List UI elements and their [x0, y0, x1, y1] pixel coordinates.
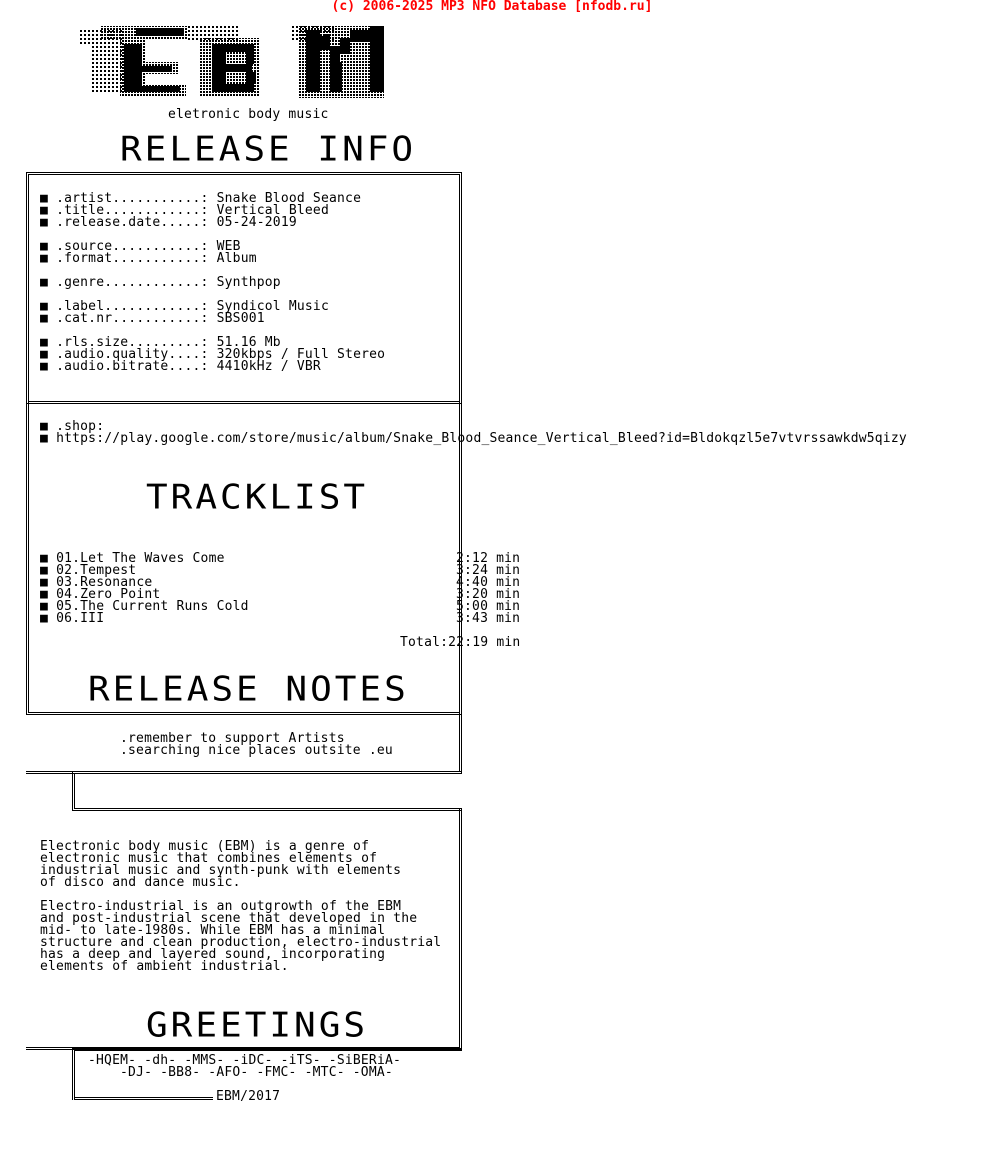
tracklist-heading: TRACKLIST: [146, 478, 369, 517]
description-line: Electro-industrial is an outgrowth of the EBM: [40, 899, 402, 914]
connector-box: [72, 771, 462, 811]
info-value: Synthpop: [216, 275, 281, 290]
description-line: of disco and dance music.: [40, 875, 241, 890]
bullet-icon: ■: [40, 275, 57, 290]
track-time: 4:40 min: [456, 575, 521, 590]
bullet-icon: ■: [40, 551, 57, 566]
info-value: SBS001: [216, 311, 265, 326]
info-value: 320kbps / Full Stereo: [216, 347, 386, 362]
release-info-heading: RELEASE INFO: [120, 130, 417, 169]
bullet-icon: ■: [40, 251, 57, 266]
greetings-line-2: -DJ- -BB8- -AFO- -FMC- -MTC- -OMA-: [120, 1065, 393, 1080]
info-row: [40, 217, 297, 229]
track-time: 3:24 min: [456, 563, 521, 578]
track-name: 04.Zero Point: [56, 587, 161, 602]
description-line: structure and clean production, electro-industrial: [40, 935, 442, 950]
track-name: 03.Resonance: [56, 575, 153, 590]
info-key: .source...........:: [56, 239, 209, 254]
bullet-icon: ■: [40, 239, 57, 254]
info-key: .genre............:: [56, 275, 209, 290]
shop-url-link[interactable]: https://play.google.com/store/music/album/Snake_Blood_Seance_Vertical_Bleed?id=Bldokqzl5e7vtvrssawkdw5qizy: [56, 431, 907, 446]
bullet-icon: ■: [40, 587, 57, 602]
bullet-icon: ■: [40, 299, 57, 314]
bullet-icon: ■: [40, 359, 57, 374]
bullet-icon: ■: [40, 347, 57, 362]
description-line: electronic music that combines elements of: [40, 851, 378, 866]
bullet-icon: ■: [40, 215, 57, 230]
track-row: [40, 613, 104, 625]
bullet-icon: ■: [40, 311, 57, 326]
track-time: 3:20 min: [456, 587, 521, 602]
track-time: 2:12 min: [456, 551, 521, 566]
track-name: 01.Let The Waves Come: [56, 551, 225, 566]
signature: EBM/2017: [216, 1089, 281, 1104]
info-value: WEB: [216, 239, 241, 254]
track-time: 5:00 min: [456, 599, 521, 614]
info-key: .audio.quality....:: [56, 347, 209, 362]
shop-label-row: ■ .shop:: [40, 419, 105, 434]
info-value: 51.16 Mb: [216, 335, 281, 350]
info-value: 4410kHz / VBR: [216, 359, 321, 374]
info-key: .format...........:: [56, 251, 209, 266]
track-name: 02.Tempest: [56, 563, 137, 578]
signature-rule: [75, 1097, 213, 1100]
bullet-icon: ■: [40, 575, 57, 590]
description-line: and post-industrial scene that developed in the: [40, 911, 418, 926]
note-line-2: .searching nice places outsite .eu: [120, 743, 393, 758]
info-key: .audio.bitrate....:: [56, 359, 209, 374]
ebm-logo: [80, 22, 390, 100]
description-line: elements of ambient industrial.: [40, 959, 289, 974]
bullet-icon: ■: [40, 599, 57, 614]
info-key: .title............:: [56, 203, 209, 218]
info-value: Album: [216, 251, 257, 266]
logo-subtitle: eletronic body music: [168, 107, 329, 122]
description-line: industrial music and synth-punk with elements: [40, 863, 402, 878]
shop-label: .shop:: [56, 419, 105, 434]
note-line-1: .remember to support Artists: [120, 731, 345, 746]
bullet-icon: ■: [40, 191, 57, 206]
info-value: Syndicol Music: [216, 299, 329, 314]
greetings-line-1: -HQEM- -dh- -MMS- -iDC- -iTS- -SiBERiA-: [88, 1053, 402, 1068]
info-row: [40, 361, 321, 373]
info-row: [40, 253, 257, 265]
info-key: .cat.nr...........:: [56, 311, 209, 326]
info-key: .rls.size.........:: [56, 335, 209, 350]
track-time: 3:43 min: [456, 611, 521, 626]
greetings-heading: GREETINGS: [146, 1006, 369, 1045]
info-value: Vertical Bleed: [216, 203, 329, 218]
release-notes-heading: RELEASE NOTES: [88, 670, 409, 709]
shop-url-row: ■ https://play.google.com/store/music/album/Snake_Blood_Seance_Vertical_Bleed?id=Bldokqzl5e7vtvrssawkdw5qizy: [40, 431, 907, 446]
info-key: .release.date.....:: [56, 215, 209, 230]
description-line: Electronic body music (EBM) is a genre of: [40, 839, 370, 854]
description-line: has a deep and layered sound, incorporating: [40, 947, 386, 962]
info-value: Snake Blood Seance: [216, 191, 362, 206]
copyright-header: (c) 2006-2025 MP3 NFO Database [nfodb.ru]: [331, 0, 653, 14]
track-name: 05.The Current Runs Cold: [56, 599, 249, 614]
info-key: .artist...........:: [56, 191, 209, 206]
bullet-icon: ■: [40, 203, 57, 218]
total-time: Total:22:19 min: [400, 635, 521, 650]
info-row: [40, 313, 265, 325]
track-name: 06.III: [56, 611, 105, 626]
description-line: mid- to late-1980s. While EBM has a minimal: [40, 923, 386, 938]
bullet-icon: ■: [40, 611, 57, 626]
bullet-icon: ■: [40, 563, 57, 578]
bullet-icon: ■: [40, 335, 57, 350]
info-key: .label............:: [56, 299, 209, 314]
info-value: 05-24-2019: [216, 215, 297, 230]
info-row: [40, 277, 281, 289]
